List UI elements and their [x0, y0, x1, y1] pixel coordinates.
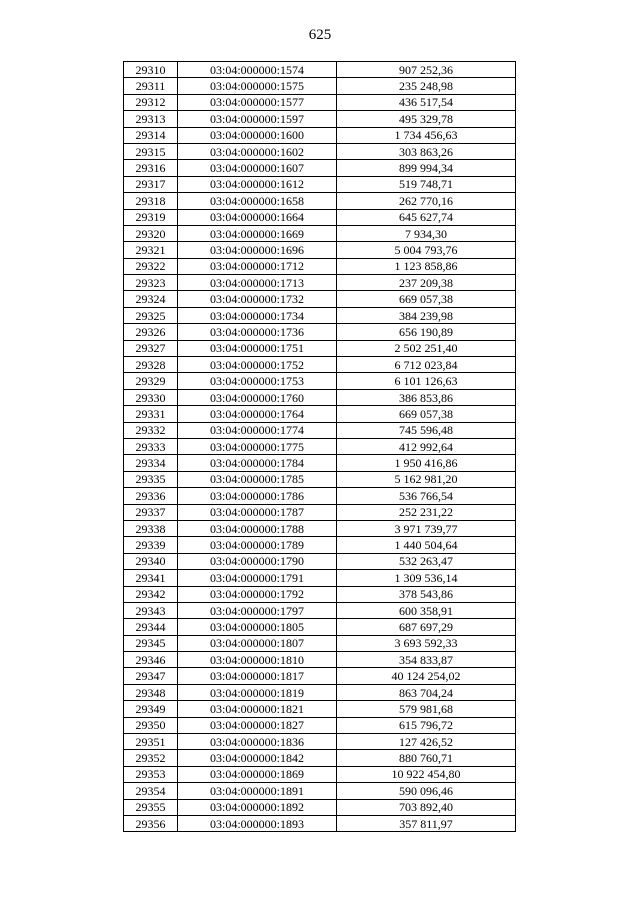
amount-cell: 907 252,36 [337, 62, 516, 78]
cadastral-number-cell: 03:04:000000:1732 [178, 291, 337, 307]
table-row [124, 193, 516, 209]
cadastral-number-cell: 03:04:000000:1784 [178, 455, 337, 471]
amount-cell: 252 231,22 [337, 504, 516, 520]
cadastral-number-cell: 03:04:000000:1836 [178, 734, 337, 750]
row-number-cell: 29332 [124, 422, 178, 438]
amount-cell: 5 162 981,20 [337, 471, 516, 487]
table-row [124, 766, 516, 782]
row-number-cell: 29317 [124, 176, 178, 192]
table-row [124, 127, 516, 143]
table-row [124, 652, 516, 668]
row-number-cell: 29319 [124, 209, 178, 225]
row-number-cell: 29315 [124, 143, 178, 159]
amount-cell: 6 712 023,84 [337, 357, 516, 373]
row-number-cell: 29326 [124, 324, 178, 340]
table-row [124, 258, 516, 274]
table-row [124, 553, 516, 569]
row-number-cell: 29351 [124, 734, 178, 750]
amount-cell: 703 892,40 [337, 799, 516, 815]
table-row [124, 291, 516, 307]
row-number-cell: 29339 [124, 537, 178, 553]
amount-cell: 687 697,29 [337, 619, 516, 635]
cadastral-number-cell: 03:04:000000:1575 [178, 78, 337, 94]
cadastral-number-cell: 03:04:000000:1869 [178, 766, 337, 782]
table-row [124, 701, 516, 717]
amount-cell: 495 329,78 [337, 111, 516, 127]
row-number-cell: 29311 [124, 78, 178, 94]
row-number-cell: 29330 [124, 389, 178, 405]
amount-cell: 412 992,64 [337, 438, 516, 454]
amount-cell: 384 239,98 [337, 307, 516, 323]
table-row [124, 357, 516, 373]
cadastral-number-cell: 03:04:000000:1602 [178, 143, 337, 159]
cadastral-number-cell: 03:04:000000:1664 [178, 209, 337, 225]
row-number-cell: 29328 [124, 357, 178, 373]
cadastral-number-cell: 03:04:000000:1842 [178, 750, 337, 766]
cadastral-number-cell: 03:04:000000:1658 [178, 193, 337, 209]
cadastral-number-cell: 03:04:000000:1821 [178, 701, 337, 717]
table-row [124, 586, 516, 602]
amount-cell: 386 853,86 [337, 389, 516, 405]
row-number-cell: 29342 [124, 586, 178, 602]
table-row [124, 635, 516, 651]
amount-cell: 1 734 456,63 [337, 127, 516, 143]
cadastral-number-cell: 03:04:000000:1817 [178, 668, 337, 684]
row-number-cell: 29335 [124, 471, 178, 487]
table-row [124, 602, 516, 618]
row-number-cell: 29343 [124, 602, 178, 618]
table-row [124, 619, 516, 635]
amount-cell: 5 004 793,76 [337, 242, 516, 258]
table-row [124, 504, 516, 520]
row-number-cell: 29354 [124, 783, 178, 799]
table-row [124, 717, 516, 733]
table-row [124, 94, 516, 110]
page-number: 625 [308, 27, 332, 43]
table-row [124, 406, 516, 422]
table-row [124, 389, 516, 405]
amount-cell: 6 101 126,63 [337, 373, 516, 389]
amount-cell: 2 502 251,40 [337, 340, 516, 356]
table-row [124, 520, 516, 536]
table-row [124, 471, 516, 487]
row-number-cell: 29318 [124, 193, 178, 209]
cadastral-number-cell: 03:04:000000:1751 [178, 340, 337, 356]
row-number-cell: 29325 [124, 307, 178, 323]
amount-cell: 880 760,71 [337, 750, 516, 766]
row-number-cell: 29355 [124, 799, 178, 815]
row-number-cell: 29323 [124, 275, 178, 291]
row-number-cell: 29331 [124, 406, 178, 422]
amount-cell: 590 096,46 [337, 783, 516, 799]
amount-cell: 519 748,71 [337, 176, 516, 192]
cadastral-number-cell: 03:04:000000:1607 [178, 160, 337, 176]
amount-cell: 1 950 416,86 [337, 455, 516, 471]
row-number-cell: 29312 [124, 94, 178, 110]
table-row [124, 783, 516, 799]
table-row [124, 488, 516, 504]
amount-cell: 536 766,54 [337, 488, 516, 504]
cadastral-number-cell: 03:04:000000:1807 [178, 635, 337, 651]
cadastral-number-cell: 03:04:000000:1597 [178, 111, 337, 127]
row-number-cell: 29341 [124, 570, 178, 586]
cadastral-number-cell: 03:04:000000:1774 [178, 422, 337, 438]
cadastral-number-cell: 03:04:000000:1787 [178, 504, 337, 520]
amount-cell: 7 934,30 [337, 225, 516, 241]
amount-cell: 378 543,86 [337, 586, 516, 602]
cadastral-number-cell: 03:04:000000:1669 [178, 225, 337, 241]
table-row [124, 438, 516, 454]
registry-table-body [124, 62, 516, 832]
table-row [124, 537, 516, 553]
table-row [124, 815, 516, 831]
table-row [124, 209, 516, 225]
cadastral-number-cell: 03:04:000000:1790 [178, 553, 337, 569]
row-number-cell: 29322 [124, 258, 178, 274]
amount-cell: 40 124 254,02 [337, 668, 516, 684]
amount-cell: 10 922 454,80 [337, 766, 516, 782]
cadastral-number-cell: 03:04:000000:1752 [178, 357, 337, 373]
row-number-cell: 29347 [124, 668, 178, 684]
table-row [124, 455, 516, 471]
row-number-cell: 29337 [124, 504, 178, 520]
amount-cell: 745 596,48 [337, 422, 516, 438]
table-row [124, 570, 516, 586]
row-number-cell: 29336 [124, 488, 178, 504]
cadastral-number-cell: 03:04:000000:1789 [178, 537, 337, 553]
table-row [124, 799, 516, 815]
cadastral-number-cell: 03:04:000000:1775 [178, 438, 337, 454]
table-row [124, 684, 516, 700]
row-number-cell: 29345 [124, 635, 178, 651]
cadastral-number-cell: 03:04:000000:1810 [178, 652, 337, 668]
table-row [124, 373, 516, 389]
amount-cell: 579 981,68 [337, 701, 516, 717]
row-number-cell: 29340 [124, 553, 178, 569]
table-row [124, 324, 516, 340]
row-number-cell: 29334 [124, 455, 178, 471]
cadastral-number-cell: 03:04:000000:1760 [178, 389, 337, 405]
cadastral-number-cell: 03:04:000000:1574 [178, 62, 337, 78]
amount-cell: 532 263,47 [337, 553, 516, 569]
row-number-cell: 29349 [124, 701, 178, 717]
row-number-cell: 29352 [124, 750, 178, 766]
amount-cell: 237 209,38 [337, 275, 516, 291]
row-number-cell: 29356 [124, 815, 178, 831]
registry-table [123, 61, 516, 832]
cadastral-number-cell: 03:04:000000:1736 [178, 324, 337, 340]
table-row [124, 225, 516, 241]
cadastral-number-cell: 03:04:000000:1786 [178, 488, 337, 504]
row-number-cell: 29344 [124, 619, 178, 635]
cadastral-number-cell: 03:04:000000:1753 [178, 373, 337, 389]
cadastral-number-cell: 03:04:000000:1600 [178, 127, 337, 143]
table-row [124, 734, 516, 750]
row-number-cell: 29333 [124, 438, 178, 454]
amount-cell: 1 309 536,14 [337, 570, 516, 586]
table-row [124, 750, 516, 766]
amount-cell: 3 971 739,77 [337, 520, 516, 536]
cadastral-number-cell: 03:04:000000:1712 [178, 258, 337, 274]
table-row [124, 62, 516, 78]
row-number-cell: 29320 [124, 225, 178, 241]
row-number-cell: 29313 [124, 111, 178, 127]
amount-cell: 127 426,52 [337, 734, 516, 750]
amount-cell: 615 796,72 [337, 717, 516, 733]
cadastral-number-cell: 03:04:000000:1785 [178, 471, 337, 487]
table-row [124, 668, 516, 684]
cadastral-number-cell: 03:04:000000:1792 [178, 586, 337, 602]
amount-cell: 235 248,98 [337, 78, 516, 94]
amount-cell: 3 693 592,33 [337, 635, 516, 651]
row-number-cell: 29350 [124, 717, 178, 733]
amount-cell: 669 057,38 [337, 291, 516, 307]
table-row [124, 242, 516, 258]
row-number-cell: 29348 [124, 684, 178, 700]
amount-cell: 656 190,89 [337, 324, 516, 340]
row-number-cell: 29316 [124, 160, 178, 176]
amount-cell: 600 358,91 [337, 602, 516, 618]
row-number-cell: 29346 [124, 652, 178, 668]
cadastral-number-cell: 03:04:000000:1797 [178, 602, 337, 618]
cadastral-number-cell: 03:04:000000:1893 [178, 815, 337, 831]
cadastral-number-cell: 03:04:000000:1791 [178, 570, 337, 586]
amount-cell: 357 811,97 [337, 815, 516, 831]
cadastral-number-cell: 03:04:000000:1819 [178, 684, 337, 700]
table-row [124, 422, 516, 438]
amount-cell: 303 863,26 [337, 143, 516, 159]
row-number-cell: 29324 [124, 291, 178, 307]
cadastral-number-cell: 03:04:000000:1696 [178, 242, 337, 258]
row-number-cell: 29329 [124, 373, 178, 389]
row-number-cell: 29310 [124, 62, 178, 78]
cadastral-number-cell: 03:04:000000:1827 [178, 717, 337, 733]
amount-cell: 645 627,74 [337, 209, 516, 225]
amount-cell: 899 994,34 [337, 160, 516, 176]
amount-cell: 354 833,87 [337, 652, 516, 668]
cadastral-number-cell: 03:04:000000:1577 [178, 94, 337, 110]
row-number-cell: 29327 [124, 340, 178, 356]
table-row [124, 143, 516, 159]
cadastral-number-cell: 03:04:000000:1805 [178, 619, 337, 635]
table-row [124, 111, 516, 127]
table-row [124, 78, 516, 94]
cadastral-number-cell: 03:04:000000:1612 [178, 176, 337, 192]
cadastral-number-cell: 03:04:000000:1713 [178, 275, 337, 291]
cadastral-number-cell: 03:04:000000:1788 [178, 520, 337, 536]
amount-cell: 1 440 504,64 [337, 537, 516, 553]
cadastral-number-cell: 03:04:000000:1764 [178, 406, 337, 422]
amount-cell: 669 057,38 [337, 406, 516, 422]
amount-cell: 863 704,24 [337, 684, 516, 700]
row-number-cell: 29353 [124, 766, 178, 782]
table-row [124, 340, 516, 356]
table-row [124, 176, 516, 192]
row-number-cell: 29321 [124, 242, 178, 258]
amount-cell: 1 123 858,86 [337, 258, 516, 274]
cadastral-number-cell: 03:04:000000:1734 [178, 307, 337, 323]
amount-cell: 436 517,54 [337, 94, 516, 110]
row-number-cell: 29314 [124, 127, 178, 143]
cadastral-number-cell: 03:04:000000:1891 [178, 783, 337, 799]
table-row [124, 307, 516, 323]
row-number-cell: 29338 [124, 520, 178, 536]
cadastral-number-cell: 03:04:000000:1892 [178, 799, 337, 815]
amount-cell: 262 770,16 [337, 193, 516, 209]
table-row [124, 275, 516, 291]
table-row [124, 160, 516, 176]
